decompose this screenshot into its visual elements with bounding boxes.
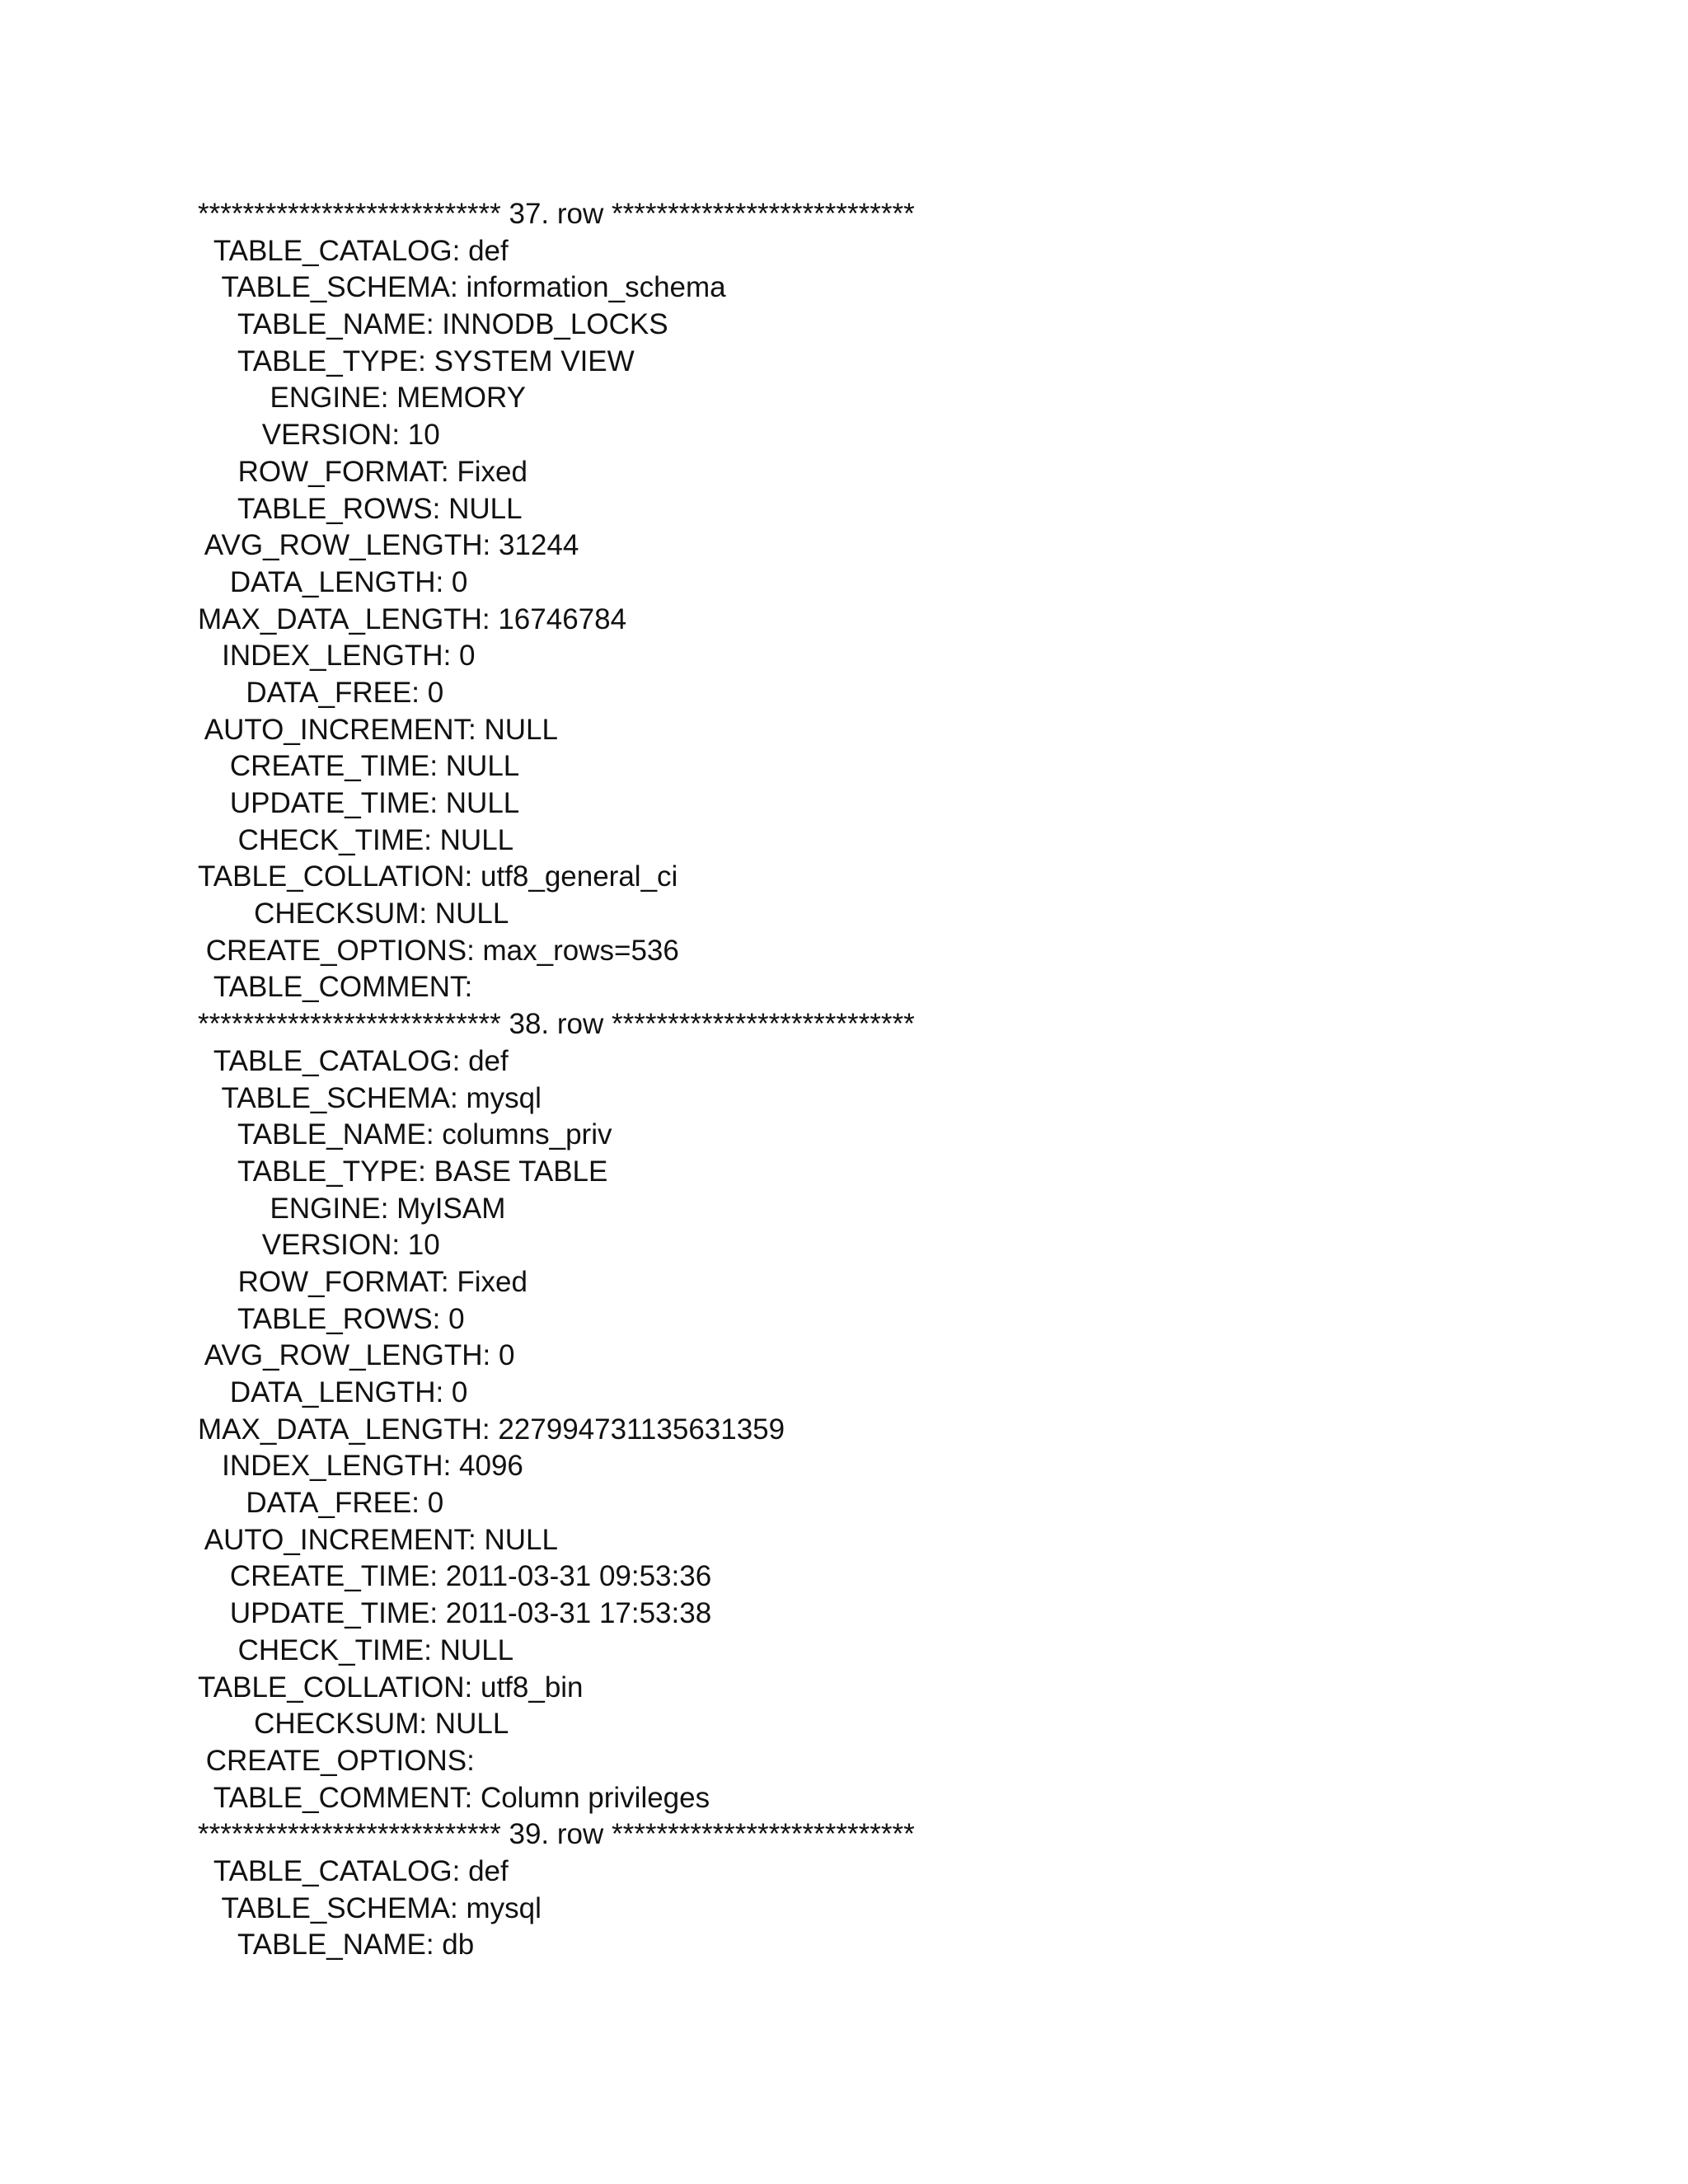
field-table-catalog: TABLE_CATALOG: def: [198, 1854, 509, 1887]
field-check-time: CHECK_TIME: NULL: [198, 1633, 514, 1666]
field-row-format: ROW_FORMAT: Fixed: [198, 1265, 528, 1298]
field-data-free: DATA_FREE: 0: [198, 676, 444, 709]
field-update-time: UPDATE_TIME: NULL: [198, 787, 520, 819]
field-table-schema: TABLE_SCHEMA: mysql: [198, 1081, 542, 1114]
field-create-time: CREATE_TIME: 2011-03-31 09:53:36: [198, 1560, 712, 1593]
field-avg-row-length: AVG_ROW_LENGTH: 0: [198, 1339, 515, 1372]
row-separator-38: *************************** 38. row ***************************: [198, 1008, 915, 1041]
field-table-name: TABLE_NAME: INNODB_LOCKS: [198, 308, 668, 341]
field-table-type: TABLE_TYPE: BASE TABLE: [198, 1155, 608, 1188]
row-separator-39: *************************** 39. row ***************************: [198, 1818, 915, 1851]
field-table-schema: TABLE_SCHEMA: mysql: [198, 1891, 542, 1924]
field-version: VERSION: 10: [198, 419, 440, 452]
field-create-options: CREATE_OPTIONS: max_rows=536: [198, 934, 679, 967]
field-table-name: TABLE_NAME: db: [198, 1929, 475, 1961]
field-avg-row-length: AVG_ROW_LENGTH: 31244: [198, 529, 579, 562]
field-table-name: TABLE_NAME: columns_priv: [198, 1118, 612, 1151]
field-table-collation: TABLE_COLLATION: utf8_general_ci: [198, 860, 678, 893]
field-table-type: TABLE_TYPE: SYSTEM VIEW: [198, 344, 635, 377]
field-table-comment: TABLE_COMMENT: Column privileges: [198, 1781, 710, 1814]
field-create-options: CREATE_OPTIONS:: [198, 1744, 475, 1777]
field-auto-increment: AUTO_INCREMENT: NULL: [198, 713, 558, 746]
field-max-data-length: MAX_DATA_LENGTH: 16746784: [198, 602, 627, 635]
field-row-format: ROW_FORMAT: Fixed: [198, 455, 528, 488]
field-check-time: CHECK_TIME: NULL: [198, 823, 514, 856]
field-table-rows: TABLE_ROWS: NULL: [198, 492, 523, 525]
field-table-collation: TABLE_COLLATION: utf8_bin: [198, 1671, 584, 1704]
field-table-catalog: TABLE_CATALOG: def: [198, 1044, 509, 1077]
field-create-time: CREATE_TIME: NULL: [198, 750, 520, 783]
field-engine: ENGINE: MEMORY: [198, 382, 527, 415]
field-checksum: CHECKSUM: NULL: [198, 1708, 509, 1741]
field-checksum: CHECKSUM: NULL: [198, 898, 509, 930]
field-engine: ENGINE: MyISAM: [198, 1192, 506, 1225]
field-auto-increment: AUTO_INCREMENT: NULL: [198, 1523, 558, 1556]
field-index-length: INDEX_LENGTH: 0: [198, 640, 476, 673]
field-table-catalog: TABLE_CATALOG: def: [198, 234, 509, 267]
field-data-free: DATA_FREE: 0: [198, 1487, 444, 1520]
field-data-length: DATA_LENGTH: 0: [198, 565, 468, 598]
row-separator-37: *************************** 37. row ***************************: [198, 198, 915, 230]
field-table-comment: TABLE_COMMENT:: [198, 971, 473, 1004]
field-table-rows: TABLE_ROWS: 0: [198, 1302, 465, 1335]
field-update-time: UPDATE_TIME: 2011-03-31 17:53:38: [198, 1597, 712, 1630]
field-max-data-length: MAX_DATA_LENGTH: 227994731135631359: [198, 1413, 785, 1446]
field-version: VERSION: 10: [198, 1229, 440, 1262]
field-index-length: INDEX_LENGTH: 4096: [198, 1450, 523, 1483]
field-data-length: DATA_LENGTH: 0: [198, 1376, 468, 1408]
document-body: [198, 196, 1434, 1964]
field-table-schema: TABLE_SCHEMA: information_schema: [198, 271, 726, 304]
